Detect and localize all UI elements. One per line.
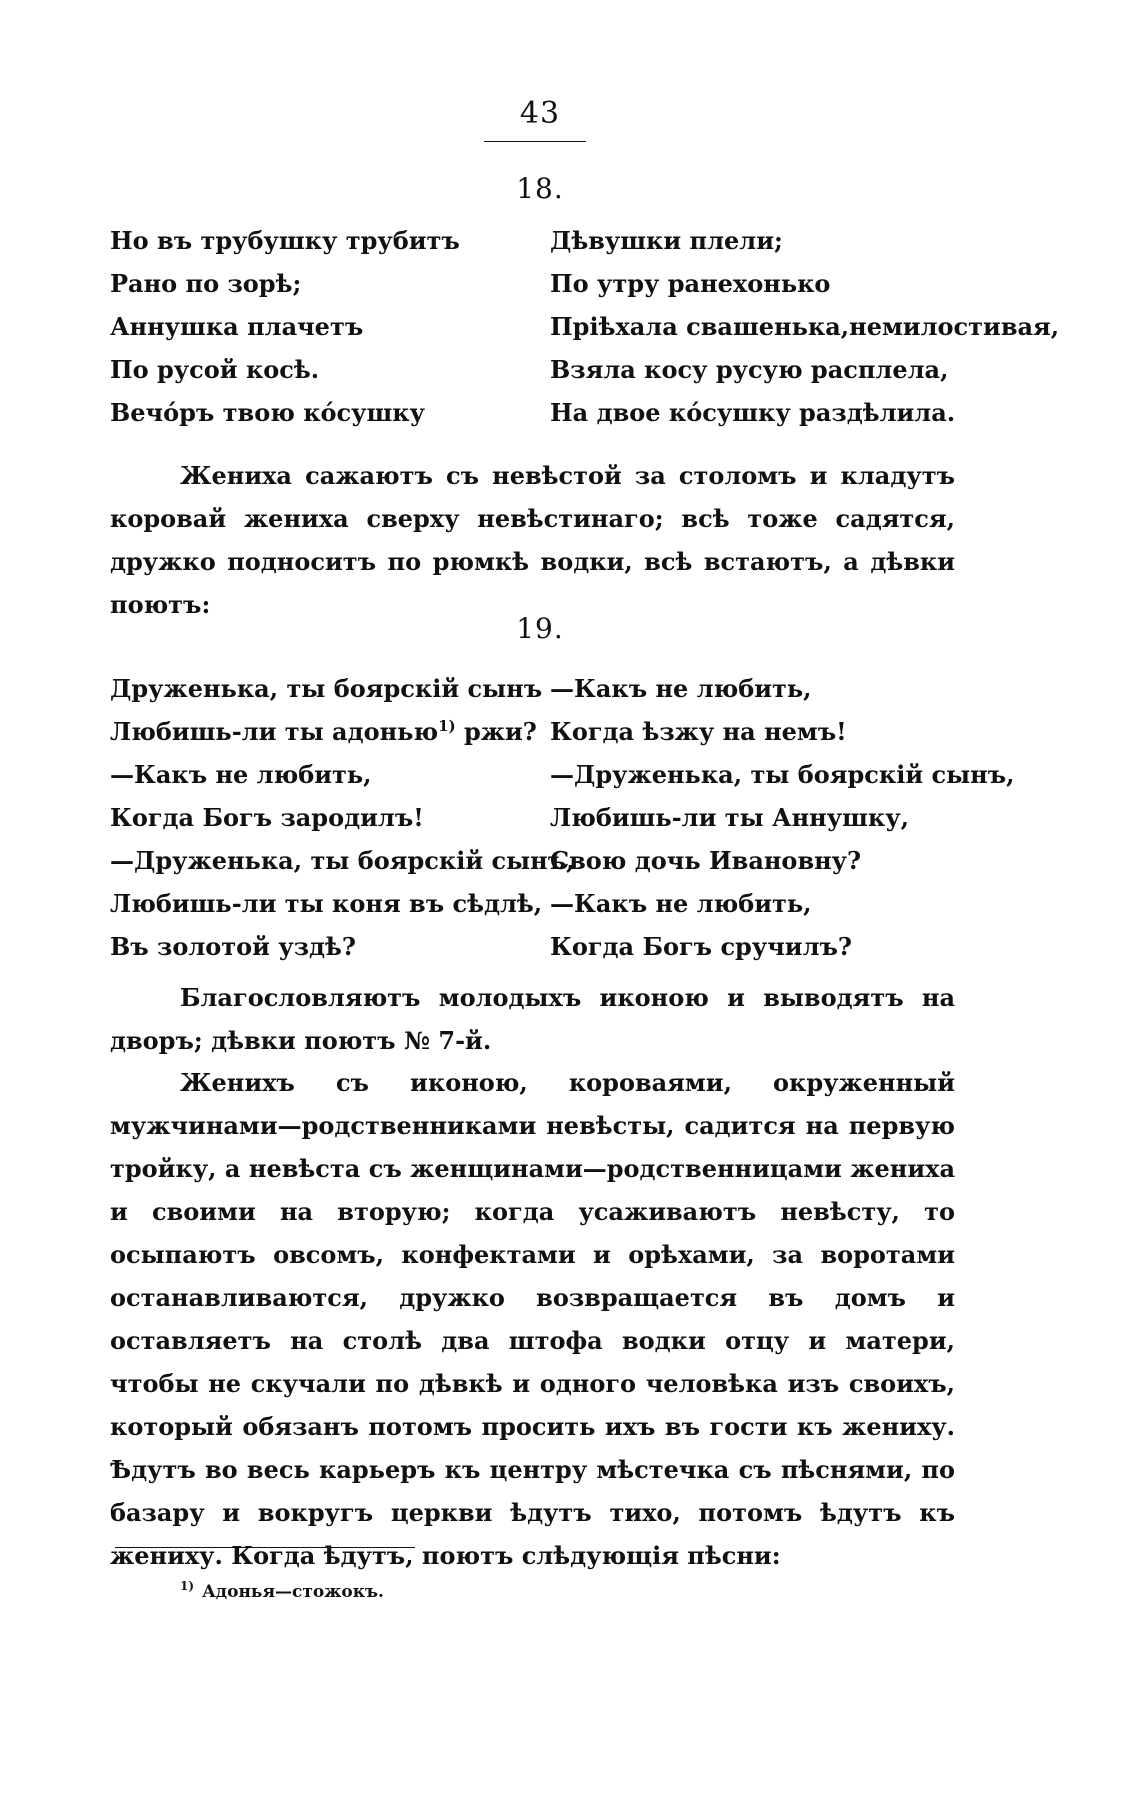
song-18-right-column	[550, 219, 1059, 434]
verse-text: Любишь-ли ты адонью	[110, 717, 439, 746]
paragraph-procession: Женихъ съ иконою, короваями, окруженный мужчинами—родственниками невѣсты, садится на первую тройку, а невѣста съ женщинами—родственницами жениха и своими на вторую; когда усаживаютъ невѣсту, то осыпаютъ овсомъ, конфектами и орѣхами, за воротами останавливаются, дружко возвращается въ домъ и оставляетъ на столѣ два штофа водки отцу и матери, чтобы не скучали по дѣвкѣ и одного человѣка изъ своихъ, который обязанъ потомъ просить ихъ въ гости къ жениху. Ѣдутъ во весь карьеръ къ центру мѣстечка съ пѣснями, по базару и вокругъ церкви ѣдутъ тихо, потомъ ѣдутъ къ жениху. Когда ѣдутъ, поютъ слѣдующія пѣсни:	[110, 1068, 955, 1570]
verse-line: Вечо́ръ твою ко́сушку	[110, 398, 425, 427]
verse-text: ржи?	[455, 717, 537, 746]
song-19-number: 19.	[516, 612, 564, 645]
footnote-reference: 1)	[438, 717, 456, 735]
verse-line: Когда ѣзжу на немъ!	[550, 717, 847, 746]
verse-line: Рано по зорѣ;	[110, 269, 302, 298]
song-18-number: 18.	[516, 172, 564, 205]
footnote-text: Адонья—стожокъ.	[201, 1582, 384, 1602]
verse-line: Но въ трубушку трубитъ	[110, 226, 460, 255]
verse-line: Любишь-ли ты Аннушку,	[550, 803, 909, 832]
verse-line: По утру ранехонько	[550, 269, 831, 298]
page-number: 43	[519, 96, 561, 131]
footnote-mark: 1)	[180, 1579, 195, 1594]
verse-line: На двое ко́сушку раздѣлила.	[550, 398, 956, 427]
verse-line: Дѣвушки плели;	[550, 226, 783, 255]
song-19-right-column	[550, 667, 1014, 968]
paragraph-wedding-table: Жениха сажаютъ съ невѣстой за столомъ и кладутъ коровай жениха сверху невѣстинаго; всѣ тоже садятся, дружко подноситъ по рюмкѣ водки, всѣ встаютъ, а дѣвки поютъ:	[110, 461, 955, 619]
verse-line: По русой косѣ.	[110, 355, 320, 384]
verse-line: —Друженька, ты боярскій сынъ,	[550, 760, 1015, 789]
footnote-rule	[115, 1547, 415, 1548]
page-number-rule	[484, 141, 586, 142]
verse-line: Когда Богъ зародилъ!	[110, 803, 424, 832]
verse-line: Въ золотой уздѣ?	[110, 932, 356, 961]
verse-line: Аннушка плачетъ	[110, 312, 364, 341]
verse-line: Когда Богъ сручилъ?	[550, 932, 852, 961]
verse-line: —Какъ не любить,	[550, 889, 812, 918]
paragraph-blessing: Благословляютъ молодыхъ иконою и выводятъ на дворъ; дѣвки поютъ № 7-й.	[110, 983, 955, 1055]
verse-line: —Какъ не любить,	[110, 760, 372, 789]
verse-line: Взяла косу русую расплела,	[550, 355, 949, 384]
song-19-left-column	[110, 667, 574, 968]
footnote	[180, 1579, 384, 1602]
verse-line: —Какъ не любить,	[550, 674, 812, 703]
verse-line	[110, 710, 574, 753]
verse-line: Любишь-ли ты коня въ сѣдлѣ,	[110, 889, 543, 918]
verse-line: Свою дочь Ивановну?	[550, 846, 862, 875]
verse-line: Пріѣхала свашенька,немилостивая,	[550, 312, 1060, 341]
verse-line: Друженька, ты боярскій сынъ	[110, 674, 543, 703]
verse-line: —Друженька, ты боярскій сынъ,	[110, 846, 575, 875]
song-18-left-column	[110, 219, 460, 434]
